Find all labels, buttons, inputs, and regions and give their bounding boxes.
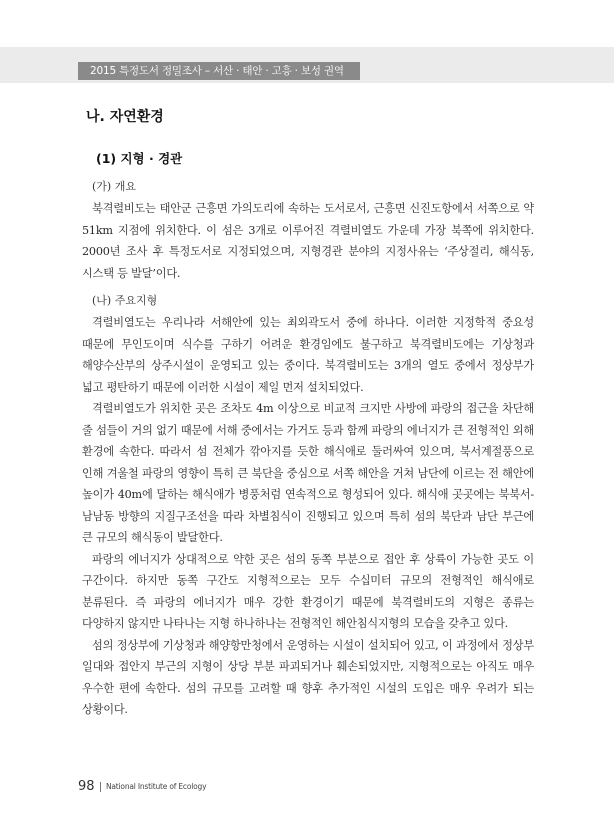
running-header-title: 2015 특정도서 정밀조사 – 서산 · 태안 · 고흥 · 보성 권역 bbox=[90, 65, 344, 77]
main-landforms-heading: (나) 주요지형 bbox=[92, 294, 158, 307]
footer-institute: National Institute of Ecology bbox=[106, 782, 207, 791]
overview-heading: (가) 개요 bbox=[92, 180, 136, 193]
footer-divider bbox=[100, 782, 101, 792]
paragraph-4: 섬의 정상부에 기상청과 해양항만청에서 운영하는 시설이 설치되어 있고, 이 과정에서 정상부 일대와 접안지 부근의 지형이 상당 부분 파괴되거나 훼손되었지만, 지형적으로는 아직도 매우 우수한 편에 속한다. 섬의 규모를 고려할 때 향후 추가적인 시설의 도입은 매우 우려가 되는 상황이다. bbox=[82, 638, 534, 716]
page-number: 98 bbox=[78, 779, 95, 794]
paragraph-3: 파랑의 에너지가 상대적으로 약한 곳은 섬의 동쪽 부분으로 접안 후 상륙이 가능한 곳도 이 구간이다. 하지만 동쪽 구간도 지형적으로는 모두 수십미터 규모의 전형적인 해식애로 분류된다. 즉 파랑의 에너지가 매우 강한 환경이기 때문에 북격렬비도의 지형은 종류는 다양하지 않지만 나타나는 지형 하나하나는 전형적인 해안침식지형의 모습을 갖추고 있다. bbox=[82, 552, 534, 630]
body-text bbox=[82, 176, 534, 721]
paragraph-1: 격렬비열도는 우리나라 서해안에 있는 최외곽도서 중에 하나다. 이러한 지정학적 중요성 때문에 무인도이며 식수를 구하기 어려운 환경임에도 불구하고 북격렬비도에는 기상청과 해양수산부의 상주시설이 운영되고 있는 중이다. 북격렬비도는 3개의 열도 중에서 정상부가 넓고 평탄하기 때문에 이러한 시설이 제일 먼저 설치되었다. bbox=[82, 316, 534, 394]
subsection-title: (1) 지형 · 경관 bbox=[96, 151, 183, 166]
overview-paragraph: 북격렬비도는 태안군 근흥면 가의도리에 속하는 도서로서, 근흥면 신진도항에서 서쪽으로 약 51km 지점에 위치한다. 이 섬은 3개로 이루어진 격렬비열도 가운데 가장 북쪽에 위치한다. 2000년 조사 후 특정도서로 지정되었으며, 지형경관 분야의 지정사유는 ‘주상절리, 해식동, 시스택 등 발달’이다. bbox=[82, 202, 534, 280]
section-title: 나. 자연환경 bbox=[86, 109, 164, 125]
paragraph-2: 격렬비열도가 위치한 곳은 조차도 4m 이상으로 비교적 크지만 사방에 파랑의 접근을 차단해 줄 섬들이 거의 없기 때문에 서해 중에서는 가거도 등과 함께 파랑의 에너지가 큰 전형적인 외해 환경에 속한다. 따라서 섬 전체가 깎아지를 듯한 해식애로 둘러싸여 있으며, 북서계절풍으로 인해 겨울철 파랑의 영향이 특히 큰 북단을 중심으로 서쪽 해안을 거쳐 남단에 이르는 전 해안에 높이가 40m에 달하는 해식애가 병풍처럼 연속적으로 형성되어 있다. 해식애 곳곳에는 북북서-남남동 방향의 지질구조선을 따라 차별침식이 진행되고 있으며 특히 섬의 북단과 남단 부근에 큰 규모의 해식동이 발달한다. bbox=[82, 402, 534, 544]
